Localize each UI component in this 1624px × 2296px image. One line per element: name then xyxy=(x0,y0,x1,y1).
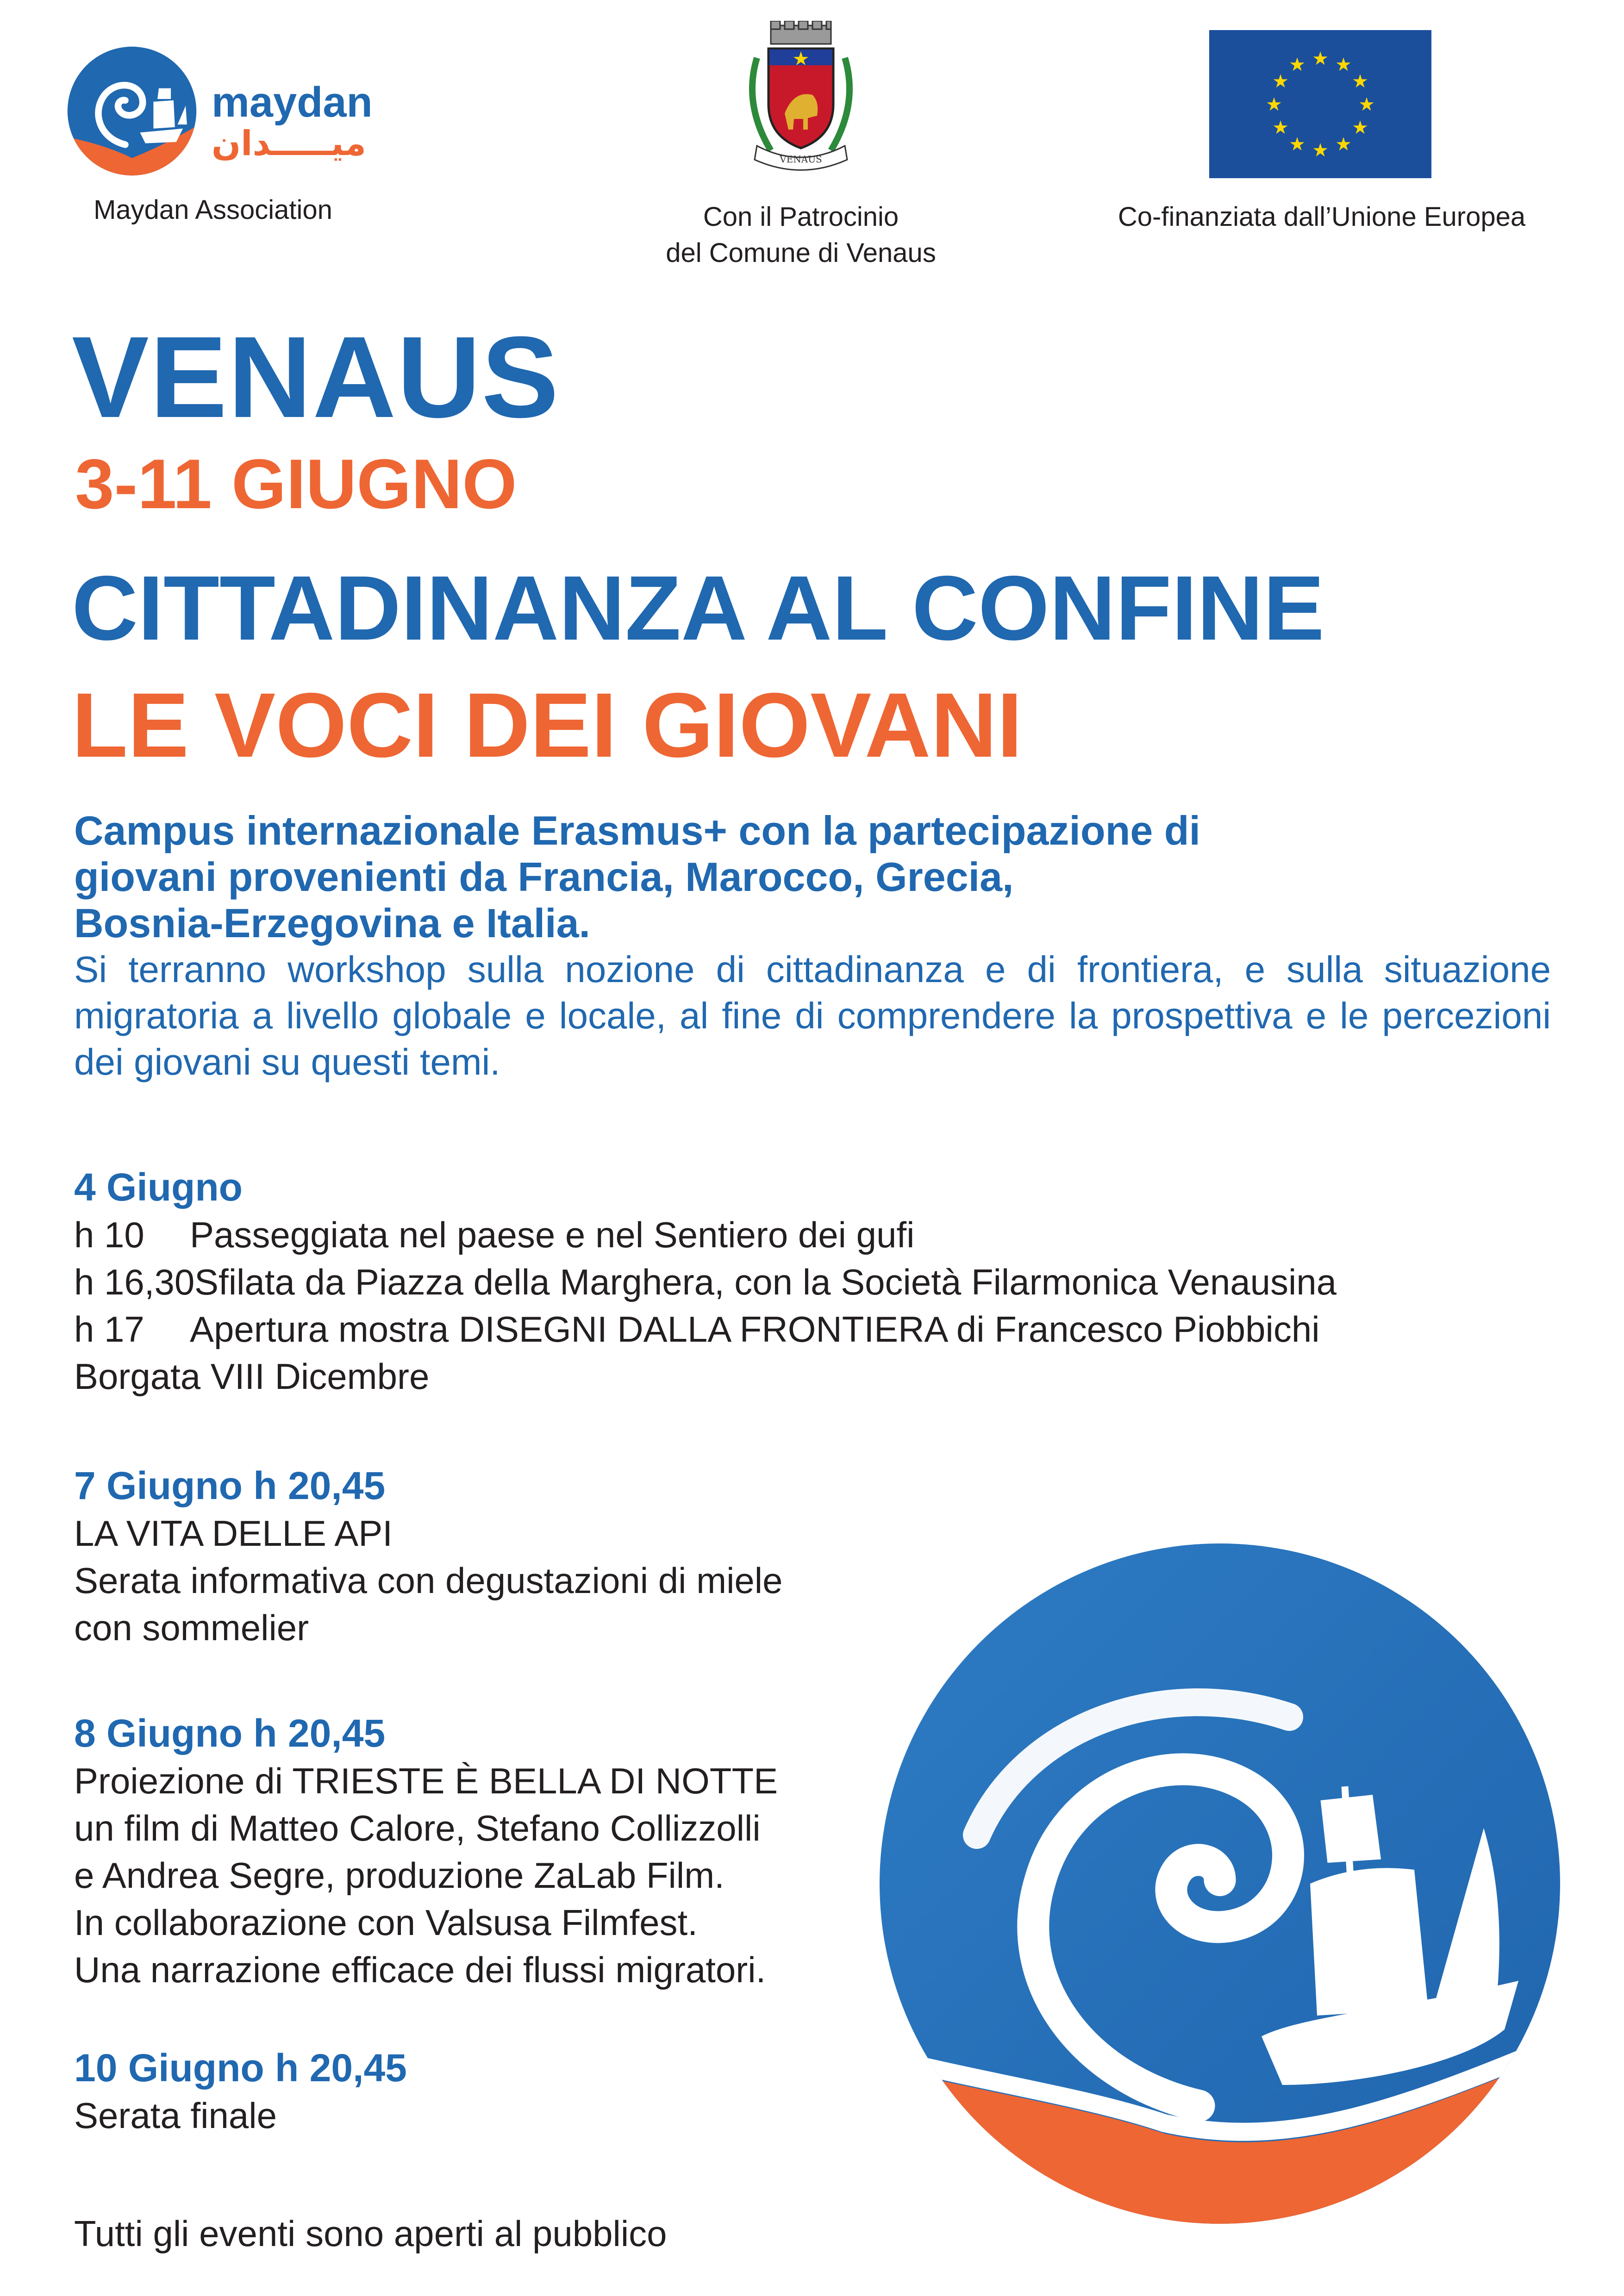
comune-caption xyxy=(625,199,977,271)
program-line: LA VITA DELLE API xyxy=(74,1513,393,1554)
maydan-emblem xyxy=(870,1537,1569,2231)
maydan-logo-arabic: ميـــــدان xyxy=(212,124,366,163)
place-heading: VENAUS xyxy=(72,312,560,442)
crest-ribbon-text: VENAUS xyxy=(780,154,822,165)
maydan-emblem-icon xyxy=(870,1537,1569,2231)
day-title: 10 Giugno h 20,45 xyxy=(74,2046,407,2090)
title-heading: CITTADINANZA AL CONFINE xyxy=(72,557,1324,659)
program-day-4 xyxy=(74,1164,1337,1400)
svg-text:★: ★ xyxy=(1266,94,1282,115)
svg-text:★: ★ xyxy=(1272,117,1289,138)
svg-text:★: ★ xyxy=(1289,54,1305,75)
eu-caption: Co-finanziata dall’Unione Europea xyxy=(1118,202,1526,232)
program-line: con sommelier xyxy=(74,1607,309,1648)
venaus-crest-icon xyxy=(738,21,863,174)
maydan-logo-icon xyxy=(62,44,201,178)
program-line: Serata informativa con degustazioni di miele xyxy=(74,1560,783,1601)
item-time: h 10 xyxy=(74,1214,144,1255)
program-day-8 xyxy=(74,1710,778,1993)
svg-text:★: ★ xyxy=(1272,71,1289,92)
day-title: 8 Giugno h 20,45 xyxy=(74,1711,386,1755)
comune-caption-line2: del Comune di Venaus xyxy=(666,238,936,268)
program-extra-line: Borgata VIII Dicembre xyxy=(74,1356,430,1397)
program-item xyxy=(74,1258,1337,1306)
subtitle-heading: LE VOCI DEI GIOVANI xyxy=(72,674,1023,776)
eu-flag-icon xyxy=(1209,30,1431,178)
day-title: 7 Giugno h 20,45 xyxy=(74,1464,386,1507)
item-text: Apertura mostra DISEGNI DALLA FRONTIERA di Francesco Piobbichi xyxy=(190,1309,1320,1350)
intro-section xyxy=(74,808,1551,1085)
item-time: h 17 xyxy=(74,1309,144,1350)
program-line: un film di Matteo Calore, Stefano Collizzolli xyxy=(74,1808,761,1848)
program-day-10 xyxy=(74,2045,407,2139)
footer-note: Tutti gli eventi sono aperti al pubblico xyxy=(74,2213,667,2254)
program-line: Proiezione di TRIESTE È BELLA DI NOTTE xyxy=(74,1761,778,1801)
program-line: Serata finale xyxy=(74,2095,277,2136)
item-text: Sfilata da Piazza della Marghera, con la Società Filarmonica Venausina xyxy=(194,1262,1337,1302)
program-item xyxy=(74,1211,1337,1258)
svg-text:★: ★ xyxy=(1352,71,1368,92)
svg-text:★: ★ xyxy=(1358,94,1375,115)
eu-flag xyxy=(1209,30,1431,178)
dates-heading: 3-11 GIUGNO xyxy=(75,445,517,523)
intro-bold-line-1: Campus internazionale Erasmus+ con la partecipazione di xyxy=(74,808,1200,853)
maydan-logo-wordmark: maydan xyxy=(212,79,373,126)
intro-bold-line-2: giovani provenienti da Francia, Marocco, Grecia, xyxy=(74,854,1014,900)
day-title: 4 Giugno xyxy=(74,1165,243,1209)
intro-bold-line-3: Bosnia-Erzegovina e Italia. xyxy=(74,900,590,946)
svg-text:★: ★ xyxy=(1312,48,1329,69)
intro-body: Si terranno workshop sulla nozione di cittadinanza e di frontiera, e sulla situazione migratoria a livello globale e locale, al fine di comprendere la prospettiva e le percezioni dei giovani su questi temi. xyxy=(74,949,1551,1083)
comune-caption-line1: Con il Patrocinio xyxy=(703,202,899,232)
svg-text:★: ★ xyxy=(1289,134,1305,155)
svg-text:★: ★ xyxy=(1335,134,1352,155)
program-day-7 xyxy=(74,1462,782,1651)
svg-text:★: ★ xyxy=(1335,54,1352,75)
item-text: Passeggiata nel paese e nel Sentiero dei gufi xyxy=(190,1214,915,1255)
venaus-crest xyxy=(738,21,863,174)
svg-text:★: ★ xyxy=(1312,140,1329,161)
svg-text:★: ★ xyxy=(1352,117,1368,138)
program-line: e Andrea Segre, produzione ZaLab Film. xyxy=(74,1855,725,1896)
maydan-logo xyxy=(62,44,373,178)
maydan-caption: Maydan Association xyxy=(94,195,332,225)
program-line: Una narrazione efficace dei flussi migratori. xyxy=(74,1949,766,1990)
program-line: In collaborazione con Valsusa Filmfest. xyxy=(74,1902,698,1943)
program-item xyxy=(74,1306,1337,1353)
item-time: h 16,30 xyxy=(74,1262,195,1302)
